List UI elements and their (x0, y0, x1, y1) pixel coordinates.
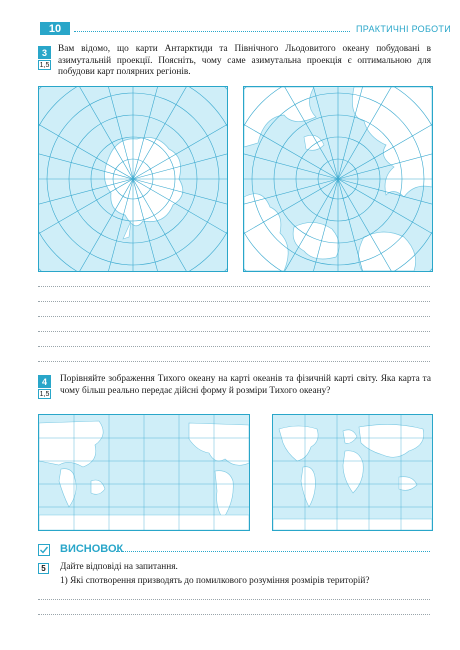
answer-line[interactable] (38, 346, 430, 347)
task-4-text: Порівняйте зображення Тихого океану на карті океанів та фізичній карті світу. Яка карта та чому більш реально передає дійсні форму й розміри Тихого океану? (60, 374, 431, 396)
task-4-number: 4 (38, 375, 51, 388)
task-3-points: 1,5 (39, 61, 50, 69)
antarctica-map (38, 86, 228, 272)
conclusion-divider (116, 551, 430, 552)
physical-world-map (272, 414, 433, 531)
answer-line[interactable] (38, 286, 430, 287)
page-number: 10 (40, 22, 70, 35)
physical-world-map-graphic (273, 415, 432, 530)
answer-line[interactable] (38, 599, 430, 600)
antarctica-map-graphic (39, 87, 227, 271)
answer-line[interactable] (38, 316, 430, 317)
task-3-number: 3 (38, 46, 51, 59)
answer-line[interactable] (38, 614, 430, 615)
conclusion-intro: Дайте відповіді на запитання. (60, 562, 178, 572)
arctic-map-graphic (244, 87, 432, 271)
answer-line[interactable] (38, 361, 430, 362)
task-4-points: 1,5 (39, 390, 50, 398)
header-divider (74, 31, 350, 32)
checkbox-icon (38, 543, 50, 555)
arctic-map (243, 86, 433, 272)
task-3-text: Вам відомо, що карти Антарктиди та Північного Льодовитого океану побудовані в азимутальній проекції. Поясніть, чому саме азимутальна проекція є оптимальною для побудови карт полярних регіонів. (58, 44, 431, 77)
answer-line[interactable] (38, 301, 430, 302)
oceans-map (38, 414, 250, 531)
conclusion-title: ВИСНОВОК (60, 543, 124, 555)
task-5-number: 5 (38, 563, 49, 574)
oceans-map-graphic (39, 415, 249, 530)
answer-line[interactable] (38, 331, 430, 332)
conclusion-question-1: 1) Які спотворення призводять до помилкового розуміння розмірів територій? (60, 576, 370, 586)
section-title: ПРАКТИЧНІ РОБОТИ (356, 24, 451, 34)
